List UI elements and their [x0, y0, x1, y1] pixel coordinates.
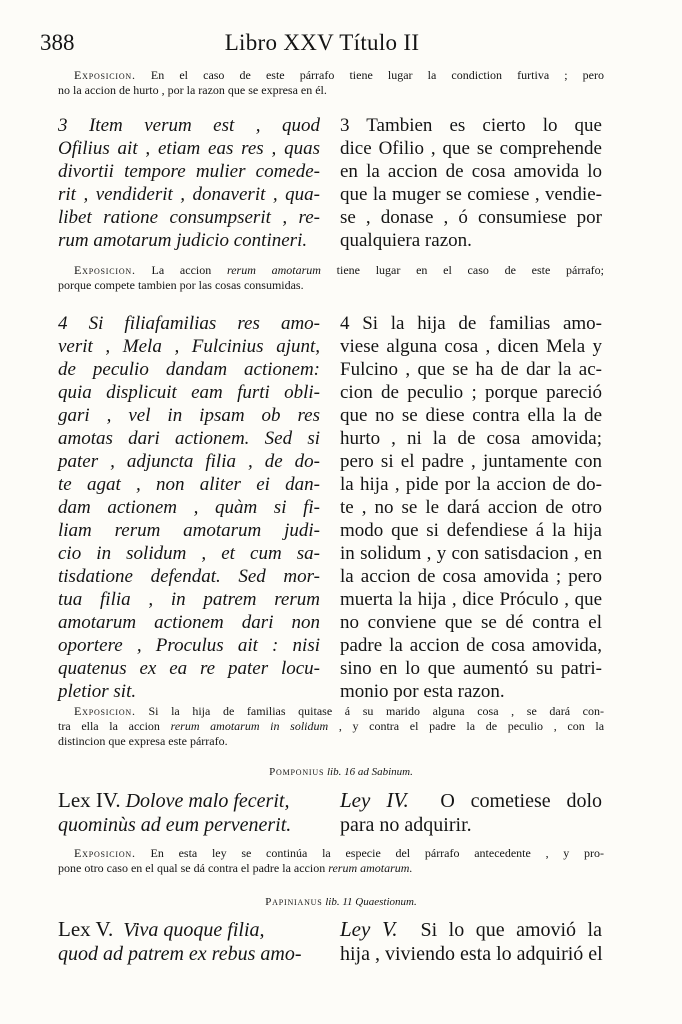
- lex-line: [58, 942, 328, 966]
- ley-line: hija , viviendo esta lo adquirió el: [340, 943, 603, 965]
- ley-line: [340, 788, 602, 813]
- source-lib: lib.: [325, 896, 340, 908]
- latin-line: oportere , Proculus ait : nisi: [58, 635, 320, 656]
- note-line: [58, 704, 604, 719]
- spanish-line: muerta la hija , dice Próculo , que: [340, 589, 602, 610]
- spanish-line: pero si el padre , juntamente con: [340, 451, 602, 472]
- spanish-line: Fulcino , que se ha de dar la ac-: [340, 359, 602, 380]
- latin-line: gari , vel in ipsam ob res: [58, 405, 320, 426]
- latin-column: [58, 312, 320, 703]
- latin-line: 4 Si filiafamilias res amo-: [58, 313, 320, 334]
- note-text: pone otro caso en el qual se dá contra el padre la accion: [58, 861, 326, 875]
- latin-line: verit , Mela , Fulcinius ajunt,: [58, 336, 320, 357]
- latin-line: pletior sit.: [58, 681, 137, 702]
- note-line: [58, 846, 604, 861]
- spanish-line: cion de peculio ; porque pareció: [340, 382, 602, 403]
- exposicion-note: [58, 704, 604, 749]
- spanish-line: dice Ofilio , que se comprehende: [340, 138, 602, 159]
- latin-line: divortii tempore mulier comede-: [58, 161, 320, 182]
- latin-line: Ofilius ait , etiam eas res , quas: [58, 138, 320, 159]
- page-number: 388: [40, 30, 75, 55]
- latin-line: libet ratione consumpserit , re-: [58, 207, 320, 228]
- latin-line: 3 Item verum est , quod: [58, 115, 320, 136]
- spanish-line: 4 Si la hija de familias amo-: [340, 313, 602, 334]
- note-line: distincion que expresa este párrafo.: [58, 734, 228, 748]
- source-author: Papinianus: [265, 896, 323, 908]
- note-text: Si la hija de familias quitase á su marido alguna cosa , se dará con-: [148, 704, 604, 718]
- ley-spanish-text: Si lo que amovió la: [420, 919, 602, 941]
- latin-column: [58, 114, 320, 252]
- latin-line: de peculio dandam actionem:: [58, 359, 320, 380]
- source-lib: lib.: [326, 766, 342, 778]
- note-line: [58, 719, 604, 734]
- latin-line: quia displicuit eam furti obli-: [58, 382, 320, 403]
- latin-line: cio in solidum , et cum sa-: [58, 543, 320, 564]
- lex-label: Lex IV.: [58, 788, 121, 812]
- latin-line: tisdatione defendat. Sed mor-: [58, 566, 320, 587]
- spanish-line: no conviene que se dé contra el: [340, 612, 602, 633]
- lex-label: Lex V.: [58, 917, 114, 941]
- exposicion-label: Exposicion.: [74, 846, 136, 860]
- latin-line: rit , vendiderit , donaverit , qua-: [58, 184, 320, 205]
- spanish-line: monio por esta razon.: [340, 681, 505, 702]
- latin-line: dam actionem , quàm si fi-: [58, 497, 320, 518]
- spanish-line: que no se diese contra ella la de: [340, 405, 602, 426]
- page-title: Libro XXV Título II: [224, 30, 420, 55]
- note-text: tiene lugar en el caso de este párrafo;: [336, 263, 605, 277]
- ley-spanish: [340, 917, 602, 966]
- running-header: [40, 30, 604, 58]
- latin-line: te agat , non aliter ei dan-: [58, 474, 320, 495]
- note-text: , y contra el padre la de peculio , con la: [338, 719, 605, 733]
- note-italic: rerum amotarum.: [328, 861, 413, 875]
- lex-latin-text: quod ad patrem ex rebus amo-: [58, 943, 302, 965]
- ley-spanish: [340, 788, 602, 837]
- latin-line: amotarum actionem dari non: [58, 612, 320, 633]
- latin-line: liam rerum amotarum judi-: [58, 520, 320, 541]
- ley-line: [340, 917, 602, 942]
- spanish-line: viese alguna cosa , dicen Mela y: [340, 336, 602, 357]
- latin-line: pater , adjuncta filia , de do-: [58, 451, 320, 472]
- note-line: [58, 861, 604, 876]
- spanish-line: te , no se le dará accion de otro: [340, 497, 602, 518]
- note-text: tra ella la accion: [58, 719, 160, 733]
- lex-line: [58, 917, 328, 942]
- note-line: [58, 68, 604, 83]
- source-author: Pomponius: [269, 766, 325, 778]
- note-italic: rerum amotarum: [226, 263, 321, 277]
- lex-latin: [58, 788, 328, 837]
- spanish-line: qualquiera razon.: [340, 230, 472, 251]
- ley-spanish-text: O cometiese dolo: [440, 790, 603, 812]
- spanish-line: se , donase , ó consumiese por: [340, 207, 602, 228]
- lex-line: [58, 813, 328, 837]
- spanish-line: la hija , pide por la accion de do-: [340, 474, 602, 495]
- ley-label: Ley IV.: [340, 788, 409, 812]
- note-line: [58, 263, 604, 278]
- exposicion-label: Exposicion.: [74, 68, 136, 82]
- spanish-line: sino en lo que aumentó su patri-: [340, 658, 602, 679]
- exposicion-note: [58, 263, 604, 293]
- lex-latin-text: quominùs ad eum pervenerit.: [58, 814, 292, 836]
- spanish-line: padre la accion de cosa amovida,: [340, 635, 602, 656]
- lex-line: [58, 788, 328, 813]
- source-book: 16 ad Sabinum.: [344, 766, 413, 778]
- exposicion-note: [58, 846, 604, 876]
- spanish-line: que la muger se comiese , vendie-: [340, 184, 602, 205]
- note-text: En esta ley se continúa la especie del párrafo antecedente , y pro-: [150, 846, 604, 860]
- source-citation: [0, 766, 682, 778]
- spanish-column: [340, 114, 602, 252]
- source-book: 11 Quaestionum.: [342, 896, 417, 908]
- spanish-line: in solidum , y con satisdacion , en: [340, 543, 602, 564]
- spanish-line: hurto , ni la de cosa amovida;: [340, 428, 602, 449]
- spanish-line: 3 Tambien es cierto lo que: [340, 115, 602, 136]
- exposicion-label: Exposicion.: [74, 704, 136, 718]
- spanish-line: modo que si defendiese á la hija: [340, 520, 602, 541]
- latin-line: quatenus ex ea re pater locu-: [58, 658, 320, 679]
- lex-latin-text: Dolove malo fecerit,: [125, 790, 290, 812]
- note-text: La accion: [151, 263, 212, 277]
- note-italic: rerum amotarum in solidum: [170, 719, 329, 733]
- exposicion-label: Exposicion.: [74, 263, 136, 277]
- latin-line: rum amotarum judicio contineri.: [58, 230, 308, 251]
- ley-label: Ley V.: [340, 917, 398, 941]
- latin-line: amotas dari actionem. Sed si: [58, 428, 320, 449]
- ley-line: para no adquirir.: [340, 814, 472, 836]
- lex-latin: [58, 917, 328, 966]
- spanish-line: en la accion de cosa amovida lo: [340, 161, 602, 182]
- exposicion-note: [58, 68, 604, 98]
- source-citation: [0, 896, 682, 908]
- note-line: porque compete tambien por las cosas consumidas.: [58, 278, 304, 292]
- spanish-column: [340, 312, 602, 703]
- note-line: no la accion de hurto , por la razon que se expresa en él.: [58, 83, 327, 97]
- note-text: En el caso de este párrafo tiene lugar la condiction furtiva ; pero: [150, 68, 605, 82]
- spanish-line: la accion de cosa amovida ; pero: [340, 566, 602, 587]
- lex-latin-text: Viva quoque filia,: [123, 919, 265, 941]
- latin-line: tua filia , in patrem rerum: [58, 589, 320, 610]
